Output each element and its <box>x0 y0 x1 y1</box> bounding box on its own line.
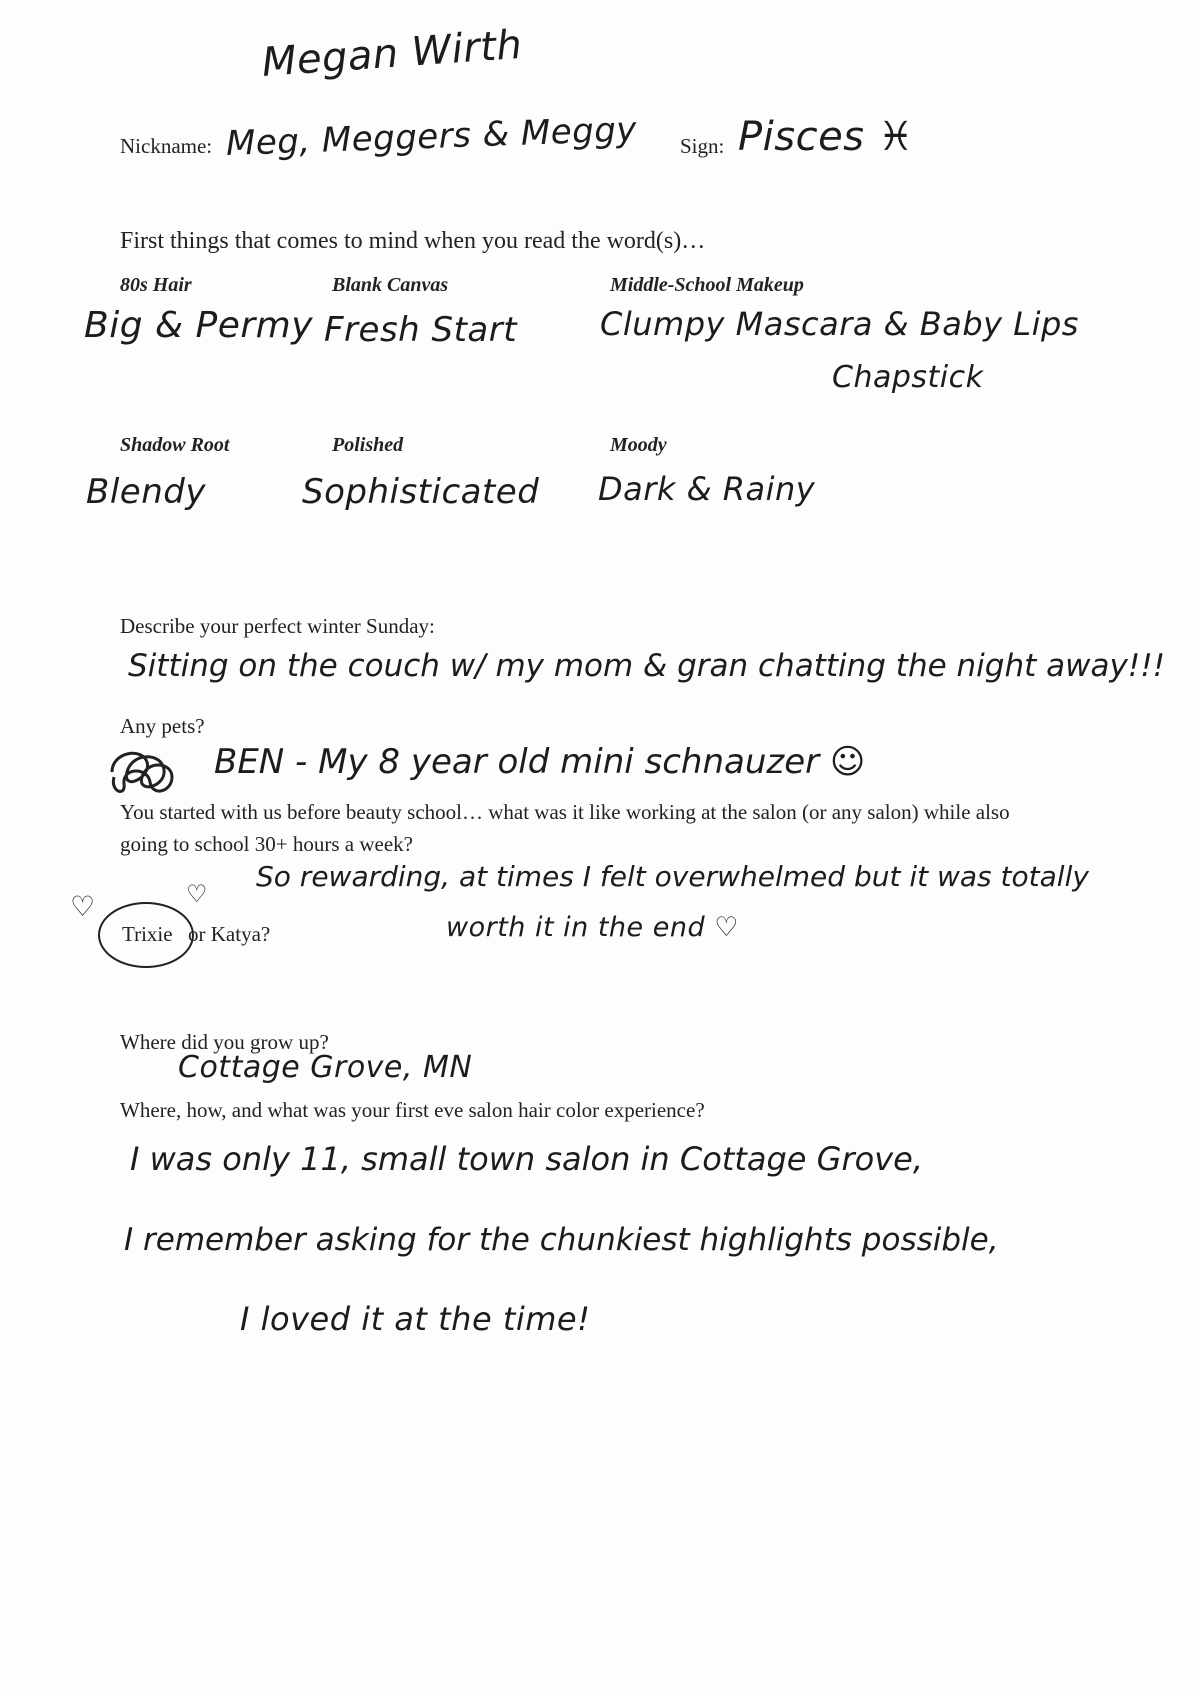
answer-first-color-line3: I loved it at the time! <box>240 1300 591 1338</box>
answer-first-color-line1: I was only 11, small town salon in Cottage Grove, <box>130 1140 923 1178</box>
word-middle-school-makeup: Middle-School Makeup <box>610 274 804 296</box>
answer-moody: Dark & Rainy <box>598 470 816 508</box>
answer-middle-school-makeup-line1: Clumpy Mascara & Baby Lips <box>600 305 1079 343</box>
answer-grow-up: Cottage Grove, MN <box>178 1050 473 1085</box>
answer-polished: Sophisticated <box>302 472 540 512</box>
winter-sunday-question: Describe your perfect winter Sunday: <box>120 614 435 638</box>
nickname-label: Nickname: <box>120 134 213 158</box>
heart-icon-left: ♡ <box>70 890 96 923</box>
heart-icon-right: ♡ <box>186 880 208 908</box>
word-polished: Polished <box>332 434 404 456</box>
first-color-question: Where, how, and what was your first eve salon hair color experience? <box>120 1098 705 1122</box>
salon-question-line2: going to school 30+ hours a week? <box>120 832 413 856</box>
word-shadow-root: Shadow Root <box>120 434 230 456</box>
answer-pets: BEN - My 8 year old mini schnauzer ☺ <box>214 742 866 782</box>
answer-shadow-root: Blendy <box>86 472 206 512</box>
answer-blank-canvas: Fresh Start <box>324 310 518 350</box>
word-80s-hair: 80s Hair <box>120 274 192 296</box>
answer-salon-line2: worth it in the end ♡ <box>446 912 739 943</box>
trixie-option: Trixie <box>122 922 173 946</box>
answer-first-color-line2: I remember asking for the chunkiest highlights possible, <box>124 1222 999 1258</box>
answer-middle-school-makeup-line2: Chapstick <box>832 360 984 395</box>
pets-question: Any pets? <box>120 714 205 738</box>
handwritten-sign: Pisces ♓ <box>738 114 915 160</box>
handwritten-nickname: Meg, Meggers & Meggy <box>225 109 638 164</box>
scribble-mark <box>102 742 182 802</box>
word-prompt: First things that comes to mind when you read the word(s)… <box>120 228 706 254</box>
grow-up-question: Where did you grow up? <box>120 1030 329 1054</box>
answer-80s-hair: Big & Permy <box>84 305 314 346</box>
salon-question-line1: You started with us before beauty school… what was it like working at the salon (or any salon) while also <box>120 800 1010 824</box>
word-blank-canvas: Blank Canvas <box>332 274 449 296</box>
sign-label: Sign: <box>680 134 725 158</box>
answer-salon-line1: So rewarding, at times I felt overwhelmed but it was totally <box>256 860 1089 893</box>
or-katya: or Katya? <box>188 922 271 946</box>
answer-winter-sunday: Sitting on the couch w/ my mom & gran chatting the night away!!! <box>128 648 1166 684</box>
handwritten-name: Megan Wirth <box>260 21 524 86</box>
word-moody: Moody <box>610 434 667 456</box>
